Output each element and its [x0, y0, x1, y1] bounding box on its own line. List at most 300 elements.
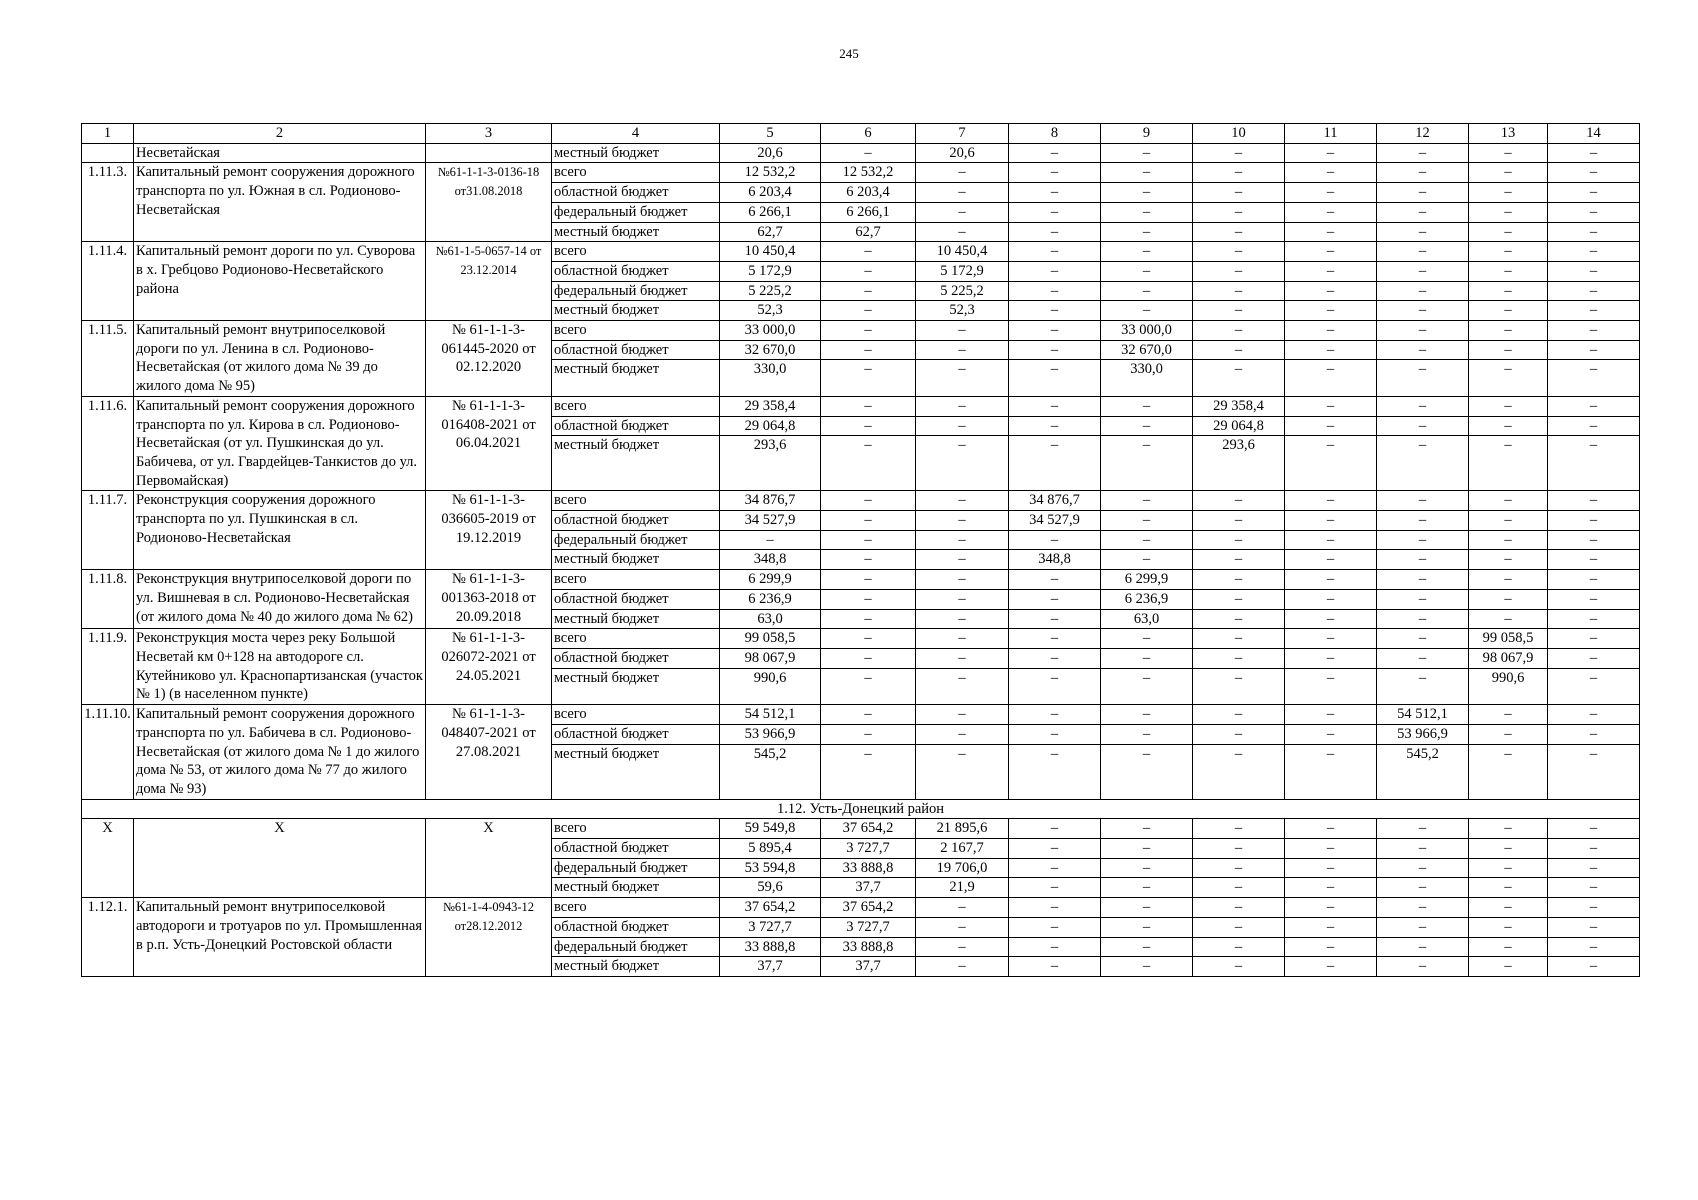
value-cell: –: [1009, 609, 1101, 629]
value-cell: 10 450,4: [720, 242, 821, 262]
column-number: 5: [720, 124, 821, 144]
value-cell: 62,7: [821, 222, 916, 242]
value-cell: –: [821, 281, 916, 301]
value-cell: 37,7: [821, 957, 916, 977]
document-cell: Х: [426, 819, 552, 898]
value-cell: –: [916, 340, 1009, 360]
value-cell: –: [821, 648, 916, 668]
value-cell: –: [1285, 668, 1377, 704]
table-row: [82, 491, 1640, 511]
value-cell: –: [916, 668, 1009, 704]
value-cell: –: [1101, 183, 1193, 203]
value-cell: –: [1101, 858, 1193, 878]
value-cell: 545,2: [720, 744, 821, 799]
funding-source: областной бюджет: [552, 511, 720, 531]
value-cell: 5 225,2: [916, 281, 1009, 301]
value-cell: –: [916, 705, 1009, 725]
value-cell: –: [1009, 937, 1101, 957]
value-cell: –: [1469, 416, 1548, 436]
value-cell: 63,0: [720, 609, 821, 629]
object-name: Капитальный ремонт внутрипоселковой автодороги и тротуаров по ул. Промышленная в р.п. Усть-Донецкий Ростовской области: [134, 898, 426, 977]
value-cell: 3 727,7: [720, 917, 821, 937]
value-cell: 54 512,1: [1377, 705, 1469, 725]
value-cell: 5 225,2: [720, 281, 821, 301]
value-cell: –: [1377, 183, 1469, 203]
funding-source: всего: [552, 705, 720, 725]
value-cell: 37 654,2: [821, 898, 916, 918]
value-cell: –: [1548, 705, 1640, 725]
value-cell: –: [821, 705, 916, 725]
value-cell: –: [1377, 360, 1469, 396]
value-cell: –: [1101, 281, 1193, 301]
column-number: 4: [552, 124, 720, 144]
value-cell: –: [1377, 143, 1469, 163]
value-cell: –: [1469, 301, 1548, 321]
value-cell: –: [1548, 878, 1640, 898]
document-cell: №61-1-4-0943-12 от28.12.2012: [426, 898, 552, 977]
funding-source: всего: [552, 629, 720, 649]
object-name: Капитальный ремонт сооружения дорожного транспорта по ул. Южная в сл. Родионово-Несветайская: [134, 163, 426, 242]
value-cell: –: [1548, 360, 1640, 396]
value-cell: 63,0: [1101, 609, 1193, 629]
value-cell: –: [1377, 416, 1469, 436]
row-number-cell: 1.11.8.: [82, 570, 134, 629]
funding-source: всего: [552, 491, 720, 511]
value-cell: –: [1548, 648, 1640, 668]
column-number: 2: [134, 124, 426, 144]
value-cell: –: [1285, 570, 1377, 590]
funding-source: всего: [552, 570, 720, 590]
value-cell: –: [1469, 744, 1548, 799]
value-cell: 37 654,2: [821, 819, 916, 839]
value-cell: –: [1469, 937, 1548, 957]
value-cell: –: [1377, 668, 1469, 704]
funding-source: всего: [552, 819, 720, 839]
column-number: 14: [1548, 124, 1640, 144]
value-cell: –: [1009, 143, 1101, 163]
value-cell: 6 203,4: [720, 183, 821, 203]
value-cell: –: [1285, 416, 1377, 436]
value-cell: –: [916, 511, 1009, 531]
table-row: [82, 163, 1640, 183]
value-cell: –: [1285, 222, 1377, 242]
table-row: [82, 396, 1640, 416]
value-cell: –: [1101, 705, 1193, 725]
value-cell: 21 895,6: [916, 819, 1009, 839]
value-cell: –: [821, 261, 916, 281]
value-cell: –: [821, 491, 916, 511]
value-cell: 29 358,4: [1193, 396, 1285, 416]
value-cell: –: [916, 589, 1009, 609]
value-cell: –: [1193, 163, 1285, 183]
value-cell: 6 266,1: [821, 202, 916, 222]
value-cell: –: [1469, 530, 1548, 550]
value-cell: –: [1285, 242, 1377, 262]
column-number: 11: [1285, 124, 1377, 144]
value-cell: –: [1548, 839, 1640, 859]
value-cell: –: [1101, 143, 1193, 163]
value-cell: –: [1009, 360, 1101, 396]
value-cell: –: [916, 202, 1009, 222]
row-number-cell: 1.11.6.: [82, 396, 134, 491]
document-cell: № 61-1-1-3-036605-2019 от 19.12.2019: [426, 491, 552, 570]
value-cell: –: [1285, 878, 1377, 898]
value-cell: –: [821, 340, 916, 360]
value-cell: –: [1101, 648, 1193, 668]
value-cell: –: [1193, 202, 1285, 222]
value-cell: –: [1285, 436, 1377, 491]
object-name: Капитальный ремонт дороги по ул. Суворова в х. Гребцово Родионово-Несветайского района: [134, 242, 426, 321]
value-cell: –: [1193, 629, 1285, 649]
column-number: 1: [82, 124, 134, 144]
value-cell: –: [1469, 143, 1548, 163]
value-cell: –: [1009, 724, 1101, 744]
value-cell: 34 527,9: [1009, 511, 1101, 531]
value-cell: –: [1469, 202, 1548, 222]
value-cell: –: [1548, 957, 1640, 977]
value-cell: –: [1548, 396, 1640, 416]
value-cell: –: [1469, 222, 1548, 242]
value-cell: –: [1377, 878, 1469, 898]
funding-source: областной бюджет: [552, 724, 720, 744]
value-cell: –: [1548, 321, 1640, 341]
funding-source: местный бюджет: [552, 744, 720, 799]
object-name: Капитальный ремонт сооружения дорожного транспорта по ул. Кирова в сл. Родионово-Несветайская (от ул. Пушкинская до ул. Бабичева, от ул. Гвардейцев-Танкистов до ул. Первомайская): [134, 396, 426, 491]
value-cell: 293,6: [720, 436, 821, 491]
value-cell: –: [1377, 957, 1469, 977]
table-row: [82, 321, 1640, 341]
value-cell: –: [916, 530, 1009, 550]
value-cell: –: [1101, 550, 1193, 570]
value-cell: –: [1101, 416, 1193, 436]
value-cell: –: [1101, 839, 1193, 859]
object-name: Реконструкция сооружения дорожного транспорта по ул. Пушкинская в сл. Родионово-Несветайская: [134, 491, 426, 570]
value-cell: –: [916, 360, 1009, 396]
value-cell: –: [1548, 609, 1640, 629]
value-cell: 32 670,0: [1101, 340, 1193, 360]
value-cell: –: [1285, 163, 1377, 183]
value-cell: –: [821, 143, 916, 163]
value-cell: –: [1548, 724, 1640, 744]
value-cell: –: [1285, 301, 1377, 321]
value-cell: –: [1548, 530, 1640, 550]
value-cell: –: [916, 724, 1009, 744]
value-cell: 59,6: [720, 878, 821, 898]
value-cell: –: [1009, 589, 1101, 609]
value-cell: –: [1193, 242, 1285, 262]
header-row: [82, 124, 1640, 144]
value-cell: –: [1469, 589, 1548, 609]
value-cell: –: [1193, 917, 1285, 937]
value-cell: –: [916, 550, 1009, 570]
value-cell: –: [1101, 898, 1193, 918]
value-cell: 53 594,8: [720, 858, 821, 878]
value-cell: –: [1009, 163, 1101, 183]
value-cell: –: [1009, 281, 1101, 301]
table-row: [82, 143, 1640, 163]
value-cell: –: [1101, 261, 1193, 281]
value-cell: –: [1193, 511, 1285, 531]
row-number-cell: 1.11.7.: [82, 491, 134, 570]
value-cell: –: [821, 550, 916, 570]
value-cell: 6 299,9: [720, 570, 821, 590]
value-cell: 62,7: [720, 222, 821, 242]
value-cell: –: [1009, 648, 1101, 668]
value-cell: –: [1285, 340, 1377, 360]
value-cell: 59 549,8: [720, 819, 821, 839]
value-cell: –: [1377, 819, 1469, 839]
value-cell: –: [1469, 340, 1548, 360]
value-cell: –: [1285, 281, 1377, 301]
page-number: 245: [839, 46, 859, 61]
value-cell: 6 266,1: [720, 202, 821, 222]
value-cell: –: [916, 917, 1009, 937]
value-cell: –: [1285, 550, 1377, 570]
value-cell: 37,7: [720, 957, 821, 977]
value-cell: 53 966,9: [720, 724, 821, 744]
value-cell: –: [1548, 202, 1640, 222]
value-cell: –: [1193, 570, 1285, 590]
value-cell: 10 450,4: [916, 242, 1009, 262]
value-cell: –: [1101, 917, 1193, 937]
row-number-cell: 1.11.3.: [82, 163, 134, 242]
table-row: [82, 242, 1640, 262]
funding-source: местный бюджет: [552, 957, 720, 977]
value-cell: 12 532,2: [720, 163, 821, 183]
object-name: Х: [134, 819, 426, 898]
value-cell: –: [1377, 321, 1469, 341]
value-cell: –: [1377, 570, 1469, 590]
value-cell: –: [1193, 183, 1285, 203]
funding-source: местный бюджет: [552, 143, 720, 163]
value-cell: –: [821, 436, 916, 491]
value-cell: 6 203,4: [821, 183, 916, 203]
value-cell: 33 888,8: [821, 858, 916, 878]
value-cell: –: [821, 570, 916, 590]
value-cell: –: [916, 183, 1009, 203]
funding-source: местный бюджет: [552, 878, 720, 898]
value-cell: –: [1101, 957, 1193, 977]
funding-source: всего: [552, 898, 720, 918]
value-cell: –: [1101, 724, 1193, 744]
value-cell: –: [1548, 416, 1640, 436]
funding-source: местный бюджет: [552, 222, 720, 242]
column-number: 7: [916, 124, 1009, 144]
value-cell: –: [1101, 744, 1193, 799]
value-cell: –: [1193, 957, 1285, 977]
funding-source: местный бюджет: [552, 668, 720, 704]
value-cell: –: [1377, 898, 1469, 918]
value-cell: –: [1101, 202, 1193, 222]
value-cell: –: [1469, 957, 1548, 977]
value-cell: –: [1377, 436, 1469, 491]
value-cell: –: [1548, 917, 1640, 937]
value-cell: –: [1101, 819, 1193, 839]
funding-source: федеральный бюджет: [552, 937, 720, 957]
value-cell: –: [1469, 261, 1548, 281]
value-cell: –: [1285, 648, 1377, 668]
value-cell: –: [1285, 744, 1377, 799]
funding-source: всего: [552, 396, 720, 416]
value-cell: –: [1101, 491, 1193, 511]
column-number: 6: [821, 124, 916, 144]
column-number: 12: [1377, 124, 1469, 144]
funding-source: федеральный бюджет: [552, 202, 720, 222]
document-cell: № 61-1-1-3-016408-2021 от 06.04.2021: [426, 396, 552, 491]
value-cell: –: [1009, 668, 1101, 704]
value-cell: –: [916, 570, 1009, 590]
section-title: 1.12. Усть-Донецкий район: [82, 799, 1640, 819]
value-cell: –: [1009, 321, 1101, 341]
value-cell: –: [1101, 530, 1193, 550]
value-cell: –: [821, 530, 916, 550]
value-cell: –: [1101, 436, 1193, 491]
value-cell: –: [1377, 202, 1469, 222]
value-cell: –: [821, 360, 916, 396]
value-cell: –: [1009, 705, 1101, 725]
value-cell: –: [1469, 396, 1548, 416]
value-cell: –: [821, 668, 916, 704]
value-cell: 34 876,7: [1009, 491, 1101, 511]
value-cell: 6 236,9: [720, 589, 821, 609]
document-cell: №61-1-1-3-0136-18 от31.08.2018: [426, 163, 552, 242]
value-cell: –: [1101, 242, 1193, 262]
value-cell: –: [1469, 242, 1548, 262]
value-cell: –: [1009, 183, 1101, 203]
row-number-cell: 1.12.1.: [82, 898, 134, 977]
funding-source: областной бюджет: [552, 340, 720, 360]
value-cell: –: [1469, 839, 1548, 859]
value-cell: –: [1469, 436, 1548, 491]
document-cell: № 61-1-1-3-061445-2020 от 02.12.2020: [426, 321, 552, 397]
table-row: [82, 705, 1640, 725]
value-cell: –: [1009, 530, 1101, 550]
funding-source: местный бюджет: [552, 436, 720, 491]
value-cell: –: [1009, 878, 1101, 898]
funding-source: областной бюджет: [552, 839, 720, 859]
value-cell: –: [1377, 301, 1469, 321]
value-cell: –: [1101, 629, 1193, 649]
value-cell: –: [1009, 917, 1101, 937]
value-cell: –: [1009, 819, 1101, 839]
column-number: 9: [1101, 124, 1193, 144]
value-cell: –: [1469, 511, 1548, 531]
document-cell: № 61-1-1-3-001363-2018 от 20.09.2018: [426, 570, 552, 629]
value-cell: –: [1009, 629, 1101, 649]
value-cell: –: [1009, 301, 1101, 321]
value-cell: 34 527,9: [720, 511, 821, 531]
table-row: [82, 629, 1640, 649]
value-cell: –: [1193, 222, 1285, 242]
value-cell: –: [1009, 839, 1101, 859]
value-cell: 293,6: [1193, 436, 1285, 491]
value-cell: –: [1548, 819, 1640, 839]
value-cell: –: [1548, 163, 1640, 183]
value-cell: –: [1469, 858, 1548, 878]
value-cell: 6 236,9: [1101, 589, 1193, 609]
value-cell: –: [1193, 878, 1285, 898]
value-cell: –: [1548, 301, 1640, 321]
value-cell: –: [1285, 629, 1377, 649]
value-cell: 33 888,8: [821, 937, 916, 957]
value-cell: –: [821, 396, 916, 416]
value-cell: –: [821, 589, 916, 609]
value-cell: –: [1285, 609, 1377, 629]
value-cell: –: [1193, 589, 1285, 609]
value-cell: –: [821, 301, 916, 321]
value-cell: –: [1285, 957, 1377, 977]
document-cell: № 61-1-1-3-048407-2021 от 27.08.2021: [426, 705, 552, 800]
value-cell: –: [1193, 724, 1285, 744]
value-cell: 19 706,0: [916, 858, 1009, 878]
value-cell: –: [916, 491, 1009, 511]
object-name: Реконструкция внутрипоселковой дороги по ул. Вишневая в сл. Родионово-Несветайская (от жилого дома № 40 до жилого дома № 62): [134, 570, 426, 629]
value-cell: –: [1193, 321, 1285, 341]
value-cell: –: [821, 416, 916, 436]
value-cell: –: [1009, 436, 1101, 491]
value-cell: –: [1009, 858, 1101, 878]
value-cell: –: [1101, 668, 1193, 704]
value-cell: –: [1193, 550, 1285, 570]
value-cell: 29 064,8: [720, 416, 821, 436]
value-cell: –: [1193, 143, 1285, 163]
value-cell: 29 358,4: [720, 396, 821, 416]
funding-source: областной бюджет: [552, 183, 720, 203]
value-cell: –: [1193, 705, 1285, 725]
value-cell: –: [1193, 937, 1285, 957]
value-cell: –: [1377, 511, 1469, 531]
value-cell: 54 512,1: [720, 705, 821, 725]
value-cell: –: [1377, 629, 1469, 649]
table-row: [82, 898, 1640, 918]
value-cell: –: [1469, 917, 1548, 937]
value-cell: 12 532,2: [821, 163, 916, 183]
value-cell: –: [1548, 937, 1640, 957]
value-cell: –: [1469, 360, 1548, 396]
value-cell: –: [1009, 242, 1101, 262]
value-cell: 37,7: [821, 878, 916, 898]
value-cell: –: [1193, 744, 1285, 799]
value-cell: –: [1548, 511, 1640, 531]
value-cell: 330,0: [1101, 360, 1193, 396]
funding-source: федеральный бюджет: [552, 281, 720, 301]
value-cell: –: [1285, 898, 1377, 918]
funding-source: областной бюджет: [552, 261, 720, 281]
value-cell: –: [1285, 143, 1377, 163]
value-cell: –: [1377, 491, 1469, 511]
value-cell: –: [1285, 360, 1377, 396]
value-cell: 6 299,9: [1101, 570, 1193, 590]
value-cell: –: [916, 609, 1009, 629]
value-cell: 20,6: [916, 143, 1009, 163]
value-cell: –: [1009, 261, 1101, 281]
value-cell: 20,6: [720, 143, 821, 163]
value-cell: –: [1009, 202, 1101, 222]
value-cell: –: [1193, 668, 1285, 704]
value-cell: –: [1469, 321, 1548, 341]
value-cell: –: [1285, 511, 1377, 531]
value-cell: 52,3: [720, 301, 821, 321]
value-cell: –: [1285, 858, 1377, 878]
value-cell: –: [916, 163, 1009, 183]
value-cell: –: [1193, 261, 1285, 281]
value-cell: –: [1193, 281, 1285, 301]
value-cell: –: [916, 898, 1009, 918]
value-cell: 3 727,7: [821, 839, 916, 859]
funding-source: областной бюджет: [552, 648, 720, 668]
document-cell: [426, 143, 552, 163]
value-cell: –: [1101, 222, 1193, 242]
